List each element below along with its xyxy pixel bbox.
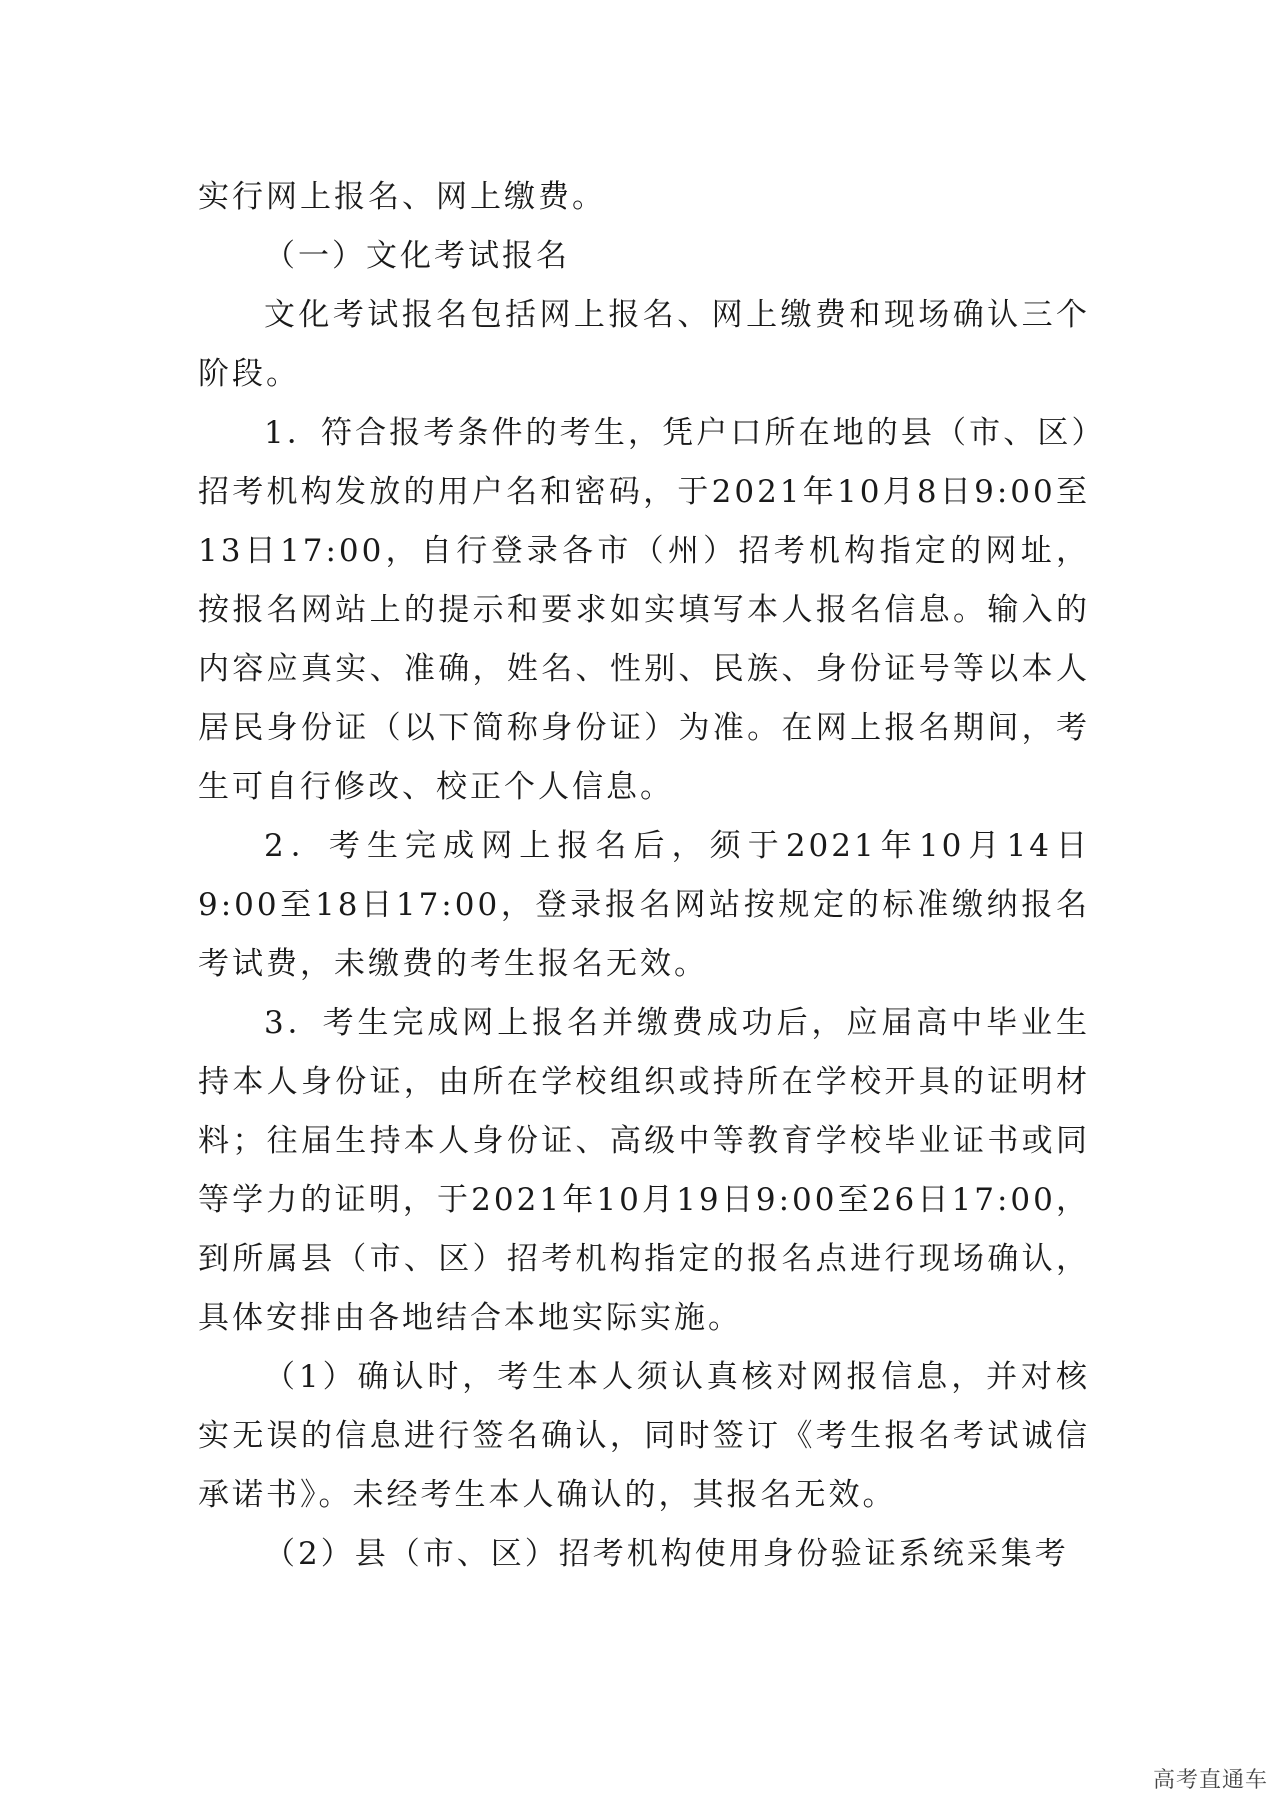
paragraph-subitem-1-confirmation: （1）确认时，考生本人须认真核对网报信息，并对核实无误的信息进行签名确认，同时签订《考生报名考试诚信承诺书》。未经考生本人确认的，其报名无效。: [198, 1359, 1090, 1513]
paragraph-item-1-online-registration: 1．符合报考条件的考生，凭户口所在地的县（市、区）招考机构发放的用户名和密码，于2021年10月8日9:00至13日17:00，自行登录各市（州）招考机构指定的网址，按报名网站上的提示和要求如实填写本人报名信息。输入的内容应真实、准确，姓名、性别、民族、身份证号等以本人居民身份证（以下简称身份证）为准。在网上报名期间，考生可自行修改、校正个人信息。: [198, 415, 1090, 805]
paragraph-subitem-2-identity-verification: （2）县（市、区）招考机构使用身份验证系统采集考: [264, 1536, 1069, 1572]
paragraph-item-3-onsite-confirmation: 3．考生完成网上报名并缴费成功后，应届高中毕业生持本人身份证，由所在学校组织或持所在学校开具的证明材料；往届生持本人身份证、高级中等教育学校毕业证书或同等学力的证明，于2021年10月19日9:00至26日17:00，到所属县（市、区）招考机构指定的报名点进行现场确认，具体安排由各地结合本地实际实施。: [198, 1005, 1090, 1336]
watermark-label: 高考直通车: [1152, 1768, 1268, 1793]
section-heading-culture-exam: （一）文化考试报名: [264, 238, 570, 274]
paragraph-registration-stages: 文化考试报名包括网上报名、网上缴费和现场确认三个阶段。: [198, 297, 1090, 392]
paragraph-continuation: 实行网上报名、网上缴费。: [198, 179, 606, 215]
document-body: [198, 168, 1090, 1584]
paragraph-item-2-online-payment: 2．考生完成网上报名后，须于2021年10月14日9:00至18日17:00，登录报名网站按规定的标准缴纳报名考试费，未缴费的考生报名无效。: [198, 828, 1090, 982]
